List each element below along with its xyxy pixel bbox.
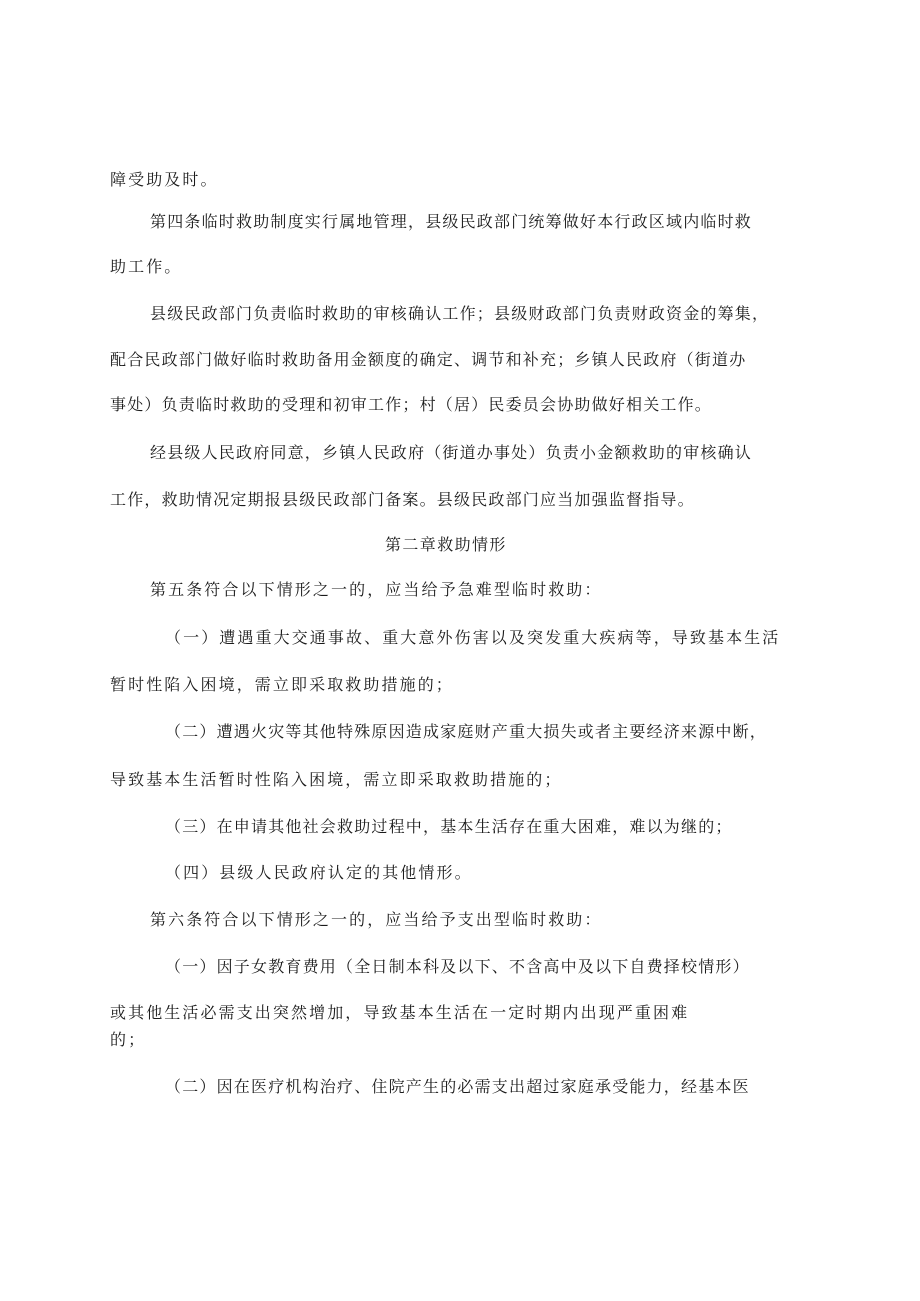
- text-line: 的；: [110, 1030, 147, 1049]
- text-line: 第四条临时救助制度实行属地管理，县级民政部门统筹做好本行政区域内临时救: [150, 212, 753, 231]
- chapter-heading: 第二章救助情形: [385, 535, 507, 554]
- text-line: 导致基本生活暂时性陷入困境，需立即采取救助措施的；: [110, 770, 563, 789]
- text-line: （一）遭遇重大交通事故、重大意外伤害以及突发重大疾病等，导致基本生活: [165, 628, 781, 647]
- text-line: 县级民政部门负责临时救助的审核确认工作；县级财政部门负责财政资金的筹集，: [150, 304, 770, 323]
- text-line: （二）遭遇火灾等其他特殊原因造成家庭财产重大损失或者主要经济来源中断，: [165, 722, 768, 741]
- text-line: （三）在申请其他社会救助过程中，基本生活存在重大困难，难以为继的；: [165, 817, 733, 836]
- text-line: 第五条符合以下情形之一的，应当给予急难型临时救助：: [150, 580, 603, 599]
- text-line: 助工作。: [110, 257, 183, 276]
- text-line: （四）县级人民政府认定的其他情形。: [165, 863, 473, 882]
- text-line: 事处）负责临时救助的受理和初审工作；村（居）民委员会协助做好相关工作。: [110, 395, 713, 414]
- text-line: 障受助及时。: [110, 170, 219, 189]
- text-line: 或其他生活必需支出突然增加，导致基本生活在一定时期内出现严重困难: [110, 1003, 690, 1022]
- text-line: 暂时性陷入困境，需立即采取救助措施的；: [110, 675, 454, 694]
- text-line: 配合民政部门做好临时救助备用金额度的确定、调节和补充；乡镇人民政府（街道办: [110, 350, 747, 369]
- text-line: （一）因子女教育费用（全日制本科及以下、不含高中及以下自费择校情形）: [165, 957, 750, 976]
- text-line: 工作，救助情况定期报县级民政部门备案。县级民政部门应当加强监督指导。: [110, 490, 695, 509]
- text-line: （二）因在医疗机构治疗、住院产生的必需支出超过家庭承受能力，经基本医: [165, 1077, 750, 1096]
- text-line: 经县级人民政府同意，乡镇人民政府（街道办事处）负责小金额救助的审核确认: [150, 443, 753, 462]
- text-line: 第六条符合以下情形之一的，应当给予支出型临时救助：: [150, 910, 603, 929]
